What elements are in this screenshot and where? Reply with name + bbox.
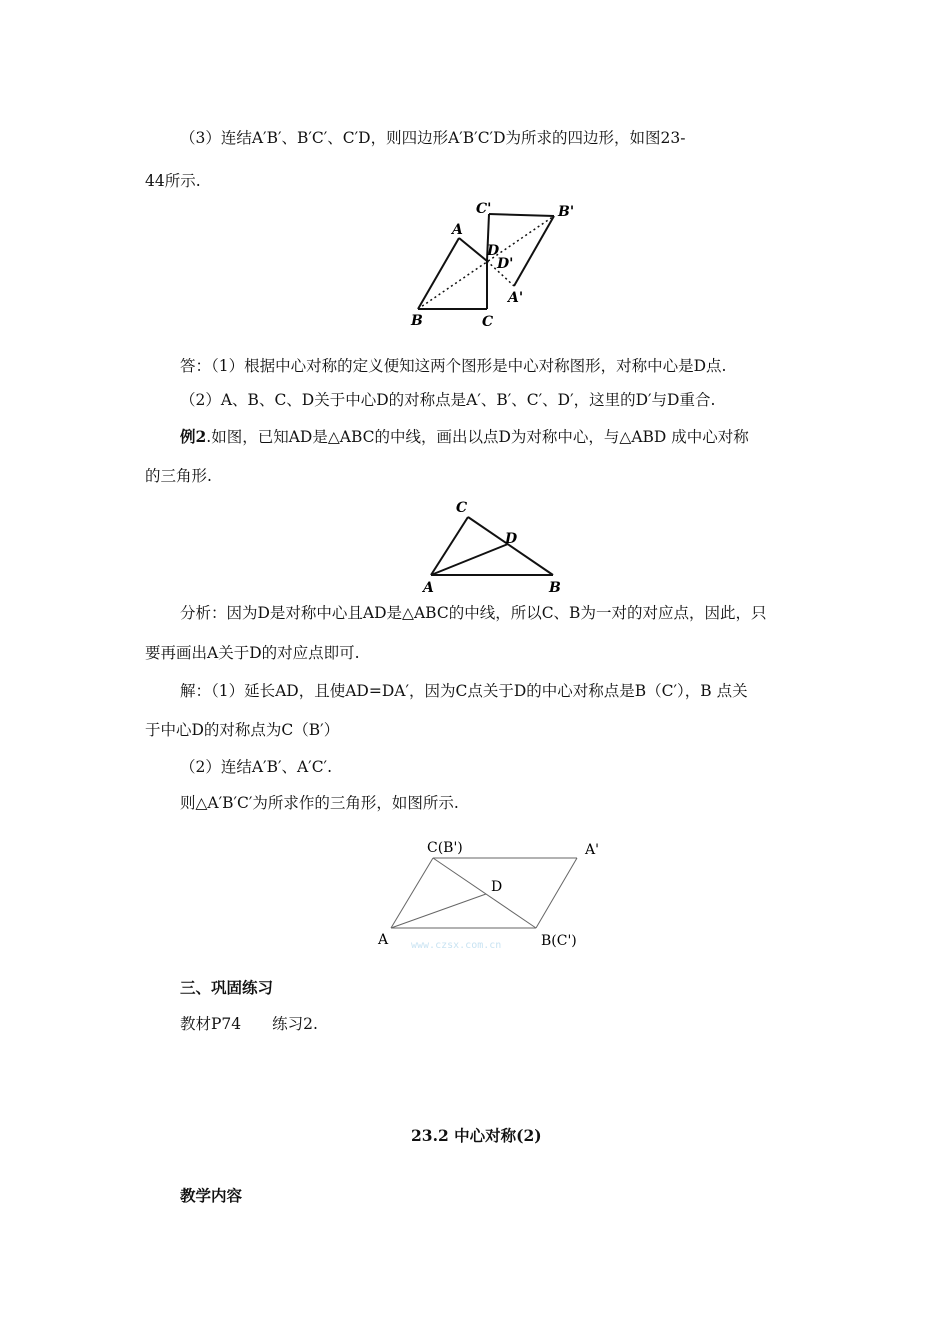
label-a-prime: A' (508, 290, 524, 306)
label-b-cprime: B(C') (541, 933, 577, 949)
analysis-line-2: 要再画出A关于D的对应点即可. (145, 644, 360, 662)
figure-triangle-median (0, 496, 950, 596)
side-a-c (391, 858, 433, 928)
label-c-bprime: C(B') (427, 840, 463, 856)
example-2-label: 例2 (180, 427, 207, 446)
median-ad (431, 544, 508, 575)
edge-ad (459, 238, 487, 261)
edge-bpap (514, 216, 554, 286)
label-b: B (549, 580, 561, 596)
example-2-text: .如图，已知AD是△ABC的中线，画出以点D为对称中心，与△ABD 成中心对称 (206, 428, 749, 446)
text-line-1: （3）连结A′B′、B′C′、C′D，则四边形A′B′C′D为所求的四边形，如图23- (180, 129, 686, 147)
label-b-prime: B' (558, 204, 575, 220)
example-2-line (180, 427, 749, 447)
edge-ab (418, 238, 459, 309)
section-3-heading: 三、巩固练习 (180, 978, 274, 997)
label-a: A (423, 580, 434, 596)
label-d: D (505, 531, 518, 547)
lesson-heading: 23.2 中心对称(2) (411, 1126, 542, 1145)
diagonal-c-b (433, 858, 536, 928)
solution-line-3: （2）连结A′B′、A′C′. (180, 758, 333, 776)
label-b: B (411, 313, 423, 329)
answer-line-1 (180, 356, 726, 376)
solution-line-4: 则△A′B′C′为所求作的三角形，如图所示. (180, 794, 459, 812)
label-d: D (491, 879, 503, 895)
figure-parallelogram (0, 832, 950, 957)
label-c: C (456, 500, 468, 516)
segment-a-d (391, 894, 486, 928)
solution-line-2: 于中心D的对称点为C（B′） (145, 721, 340, 739)
label-a: A (378, 932, 389, 948)
label-c-prime: C' (476, 201, 492, 217)
side-ap-b (536, 858, 577, 928)
edge-cpbp (489, 214, 554, 216)
solution-line-1: 解：（1）延长AD，且使AD=DA′，因为C点关于D的中心对称点是B（C′），B 点关 (180, 682, 748, 700)
label-a: A (452, 222, 463, 238)
figure-quadrilateral-symmetry (0, 198, 950, 338)
answer-line-2: （2）A、B、C、D关于中心D的对称点是A′、B′、C′、D′，这里的D′与D重合. (180, 391, 716, 409)
example-2-continuation: 的三角形. (145, 467, 212, 485)
teaching-content-heading: 教学内容 (180, 1186, 243, 1205)
text-line-2: 44所示. (145, 172, 201, 190)
side-ca (431, 517, 468, 575)
answer-1-text: （1）根据中心对称的定义便知这两个图形是中心对称图形，对称中心是D点. (211, 357, 727, 375)
answer-label: 答： (180, 357, 212, 375)
watermark: www.czsx.com.cn (411, 940, 502, 951)
label-d: D (487, 243, 500, 259)
label-c: C (482, 314, 494, 330)
label-d-prime: D' (497, 256, 514, 272)
exercise-line: 教材P74 练习2. (180, 1015, 318, 1033)
analysis-line-1: 分析：因为D是对称中心且AD是△ABC的中线，所以C、B为一对的对应点，因此，只 (180, 604, 767, 622)
label-a-prime: A' (585, 842, 599, 858)
